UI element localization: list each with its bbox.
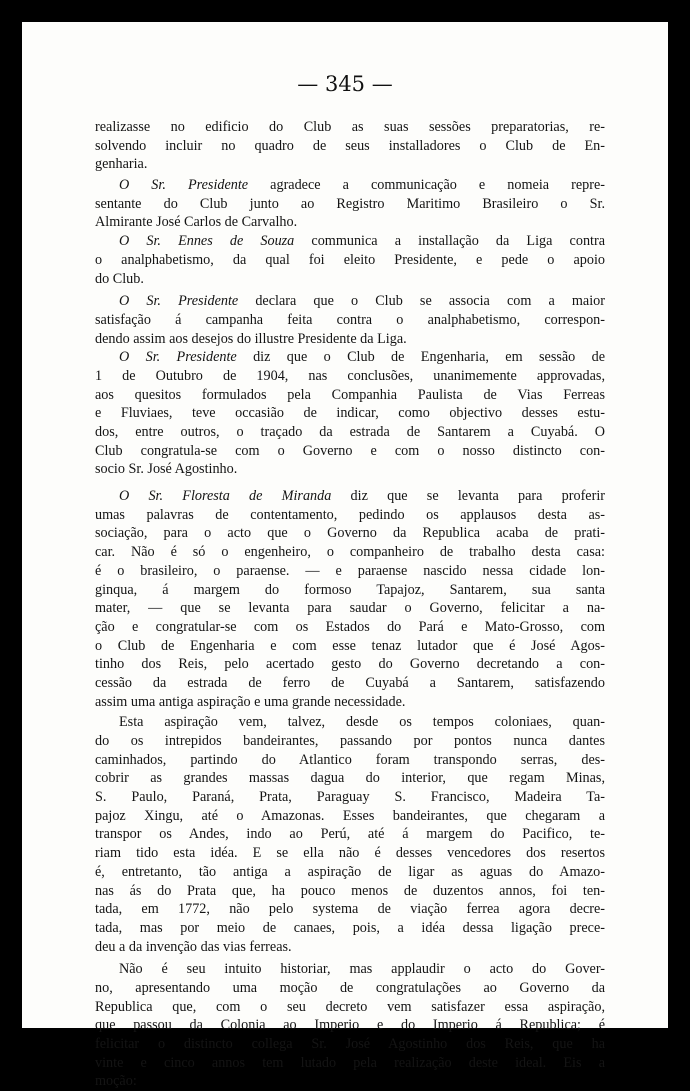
text-line: [95, 769, 605, 788]
line-text: nas ás do Prata que, ha pouco menos de duzentos annos, foi ten-: [95, 882, 605, 899]
line-text: deu a da invenção das vias ferreas.: [95, 938, 292, 955]
text-line: [95, 637, 605, 656]
text-line: [95, 618, 605, 637]
line-text: aos quesitos formulados pela Companhia Paulista de Vias Ferreas: [95, 386, 605, 403]
text-line: [95, 232, 605, 251]
text-line: [95, 348, 605, 367]
text-line: [95, 442, 605, 461]
line-text: do os intrepidos bandeirantes, passando por pontos nunca dantes: [95, 733, 605, 749]
speaker-name: O Sr. Floresta de Miranda: [119, 488, 332, 505]
text-line: [95, 155, 605, 174]
paragraph: [95, 292, 605, 348]
document-page: [22, 22, 668, 1090]
text-line: [95, 979, 605, 998]
line-text: tada, em 1772, não pelo systema de viação ferrea agora decre-: [95, 901, 605, 918]
text-line: [95, 844, 605, 863]
text-line: [95, 118, 605, 137]
line-text: sociação, para o acto que o Governo da Republica acaba de prati-: [95, 525, 605, 542]
text-line: [95, 713, 605, 732]
text-line: [95, 213, 605, 232]
line-text: Republica que, com o seu decreto vem satisfazer essa aspiração,: [95, 998, 605, 1015]
line-text: solvendo incluir no quadro de seus installadores o Club de En-: [95, 137, 605, 154]
line-text: assim uma antiga aspiração e uma grande necessidade.: [95, 693, 406, 710]
text-line: [95, 404, 605, 423]
line-text: genharia.: [95, 156, 148, 173]
line-text: mater, — que se levanta para saudar o Governo, felicitar a na-: [95, 600, 605, 617]
line-text: ginqua, á margem do formoso Tapajoz, Santarem, sua santa: [95, 581, 605, 598]
text-line: [95, 751, 605, 770]
text-line: [95, 460, 605, 479]
text-line: [95, 543, 605, 562]
text-line: [95, 1072, 605, 1091]
line-text: cessão da estrada de ferro de Cuyabá a Santarem, satisfazendo: [95, 674, 605, 691]
line-text: é o brasileiro, o paraense. — e paraense nascido nessa cidade lon-: [95, 562, 605, 579]
line-text: diz que se levanta para proferir: [331, 488, 605, 505]
line-text: declara que o Club se associa com a maior: [238, 293, 605, 310]
text-line: [95, 825, 605, 844]
paragraph: [95, 348, 605, 479]
text-line: [95, 292, 605, 311]
text-line: [95, 998, 605, 1017]
text-line: [95, 562, 605, 581]
line-text: tinho dos Reis, pelo acertado gesto do Governo decretando a con-: [95, 656, 605, 673]
speaker-name: O Sr. Presidente: [119, 293, 239, 310]
line-text: é, entretanto, tão antiga a aspiração de ligar as aguas do Amazo-: [95, 863, 605, 880]
line-text: que passou da Colonia ao Imperio e do Imperio á Republica; é: [95, 1017, 605, 1034]
text-line: [95, 960, 605, 979]
page-number: — 345 —: [297, 72, 393, 96]
text-line: [95, 524, 605, 543]
text-line: [95, 919, 605, 938]
line-text: communica a installação da Liga contra: [294, 233, 605, 250]
line-text: pajoz Xingu, até o Amazonas. Esses bandeirantes, que chegaram a: [95, 807, 605, 824]
line-text: e Fluviaes, teve occasião de indicar, como objectivo desses estu-: [95, 405, 605, 422]
line-text: diz que o Club de Engenharia, em sessão de: [236, 349, 606, 366]
text-line: [95, 386, 605, 405]
line-text: ção e congratular-se com os Estados do Pará e Mato-Grosso, com: [95, 618, 605, 635]
text-line: [95, 1035, 605, 1054]
text-line: [95, 900, 605, 919]
text-line: [95, 270, 605, 289]
line-text: dendo assim aos desejos do illustre Presidente da Liga.: [95, 330, 407, 347]
text-line: [95, 487, 605, 506]
text-line: [95, 788, 605, 807]
line-text: S. Paulo, Paraná, Prata, Paraguay S. Francisco, Madeira Ta-: [95, 789, 605, 806]
line-text: o analphabetismo, da qual foi eleito Presidente, e pede o apoio: [95, 251, 605, 268]
text-line: [95, 581, 605, 600]
text-line: [95, 367, 605, 386]
line-text: vinte e cinco annos tem lutado pela realização deste ideal. Eis a: [95, 1054, 605, 1071]
text-line: [95, 732, 605, 751]
paragraph: [95, 713, 605, 956]
text-line: [95, 195, 605, 214]
text-line: [95, 251, 605, 270]
line-text: o Club de Engenharia e com esse tenaz lutador que é José Agos-: [95, 637, 605, 654]
paragraph: [95, 960, 605, 1091]
line-text: Club congratula-se com o Governo e com o nosso distincto con-: [95, 442, 605, 459]
line-text: no, apresentando uma moção de congratulações ao Governo da: [95, 979, 605, 996]
text-line: [95, 311, 605, 330]
line-text: agradece a communicação e nomeia repre-: [248, 177, 605, 194]
text-line: [95, 674, 605, 693]
text-line: [95, 423, 605, 442]
text-line: [95, 655, 605, 674]
line-text: sentante do Club junto ao Registro Maritimo Brasileiro o Sr.: [95, 195, 605, 212]
paragraph: [95, 232, 605, 288]
text-line: [95, 176, 605, 195]
text-line: [95, 1054, 605, 1073]
line-text: Almirante José Carlos de Carvalho.: [95, 214, 298, 231]
body-text: [95, 118, 605, 1091]
text-line: [95, 882, 605, 901]
text-line: [95, 807, 605, 826]
text-line: [95, 693, 605, 712]
line-text: socio Sr. José Agostinho.: [95, 461, 238, 478]
speaker-name: O Sr. Presidente: [119, 349, 237, 366]
line-text: felicitar o distincto collega Sr. José Agostinho dos Reis, que ha: [95, 1036, 605, 1052]
line-text: car. Não é só o engenheiro, o companheiro de trabalho desta casa:: [95, 544, 605, 561]
text-line: [95, 599, 605, 618]
speaker-name: O Sr. Ennes de Souza: [119, 233, 295, 250]
line-text: umas palavras de contentamento, pedindo os applausos desta as-: [95, 506, 605, 523]
line-text: caminhados, partindo do Atlantico foram transpondo serras, des-: [95, 751, 605, 768]
paragraph: [95, 118, 605, 174]
line-text: satisfação á campanha feita contra o analphabetismo, correspon-: [95, 311, 605, 328]
line-text: riam tido esta idéa. E se ella não é desses vencedores dos resertos: [95, 845, 605, 862]
text-line: [95, 137, 605, 156]
text-line: [95, 938, 605, 957]
text-line: [95, 1016, 605, 1035]
line-text: transpor os Andes, indo ao Perú, até á margem do Pacifico, te-: [95, 826, 605, 843]
line-text: Não é seu intuito historiar, mas applaudir o acto do Gover-: [119, 961, 605, 978]
line-text: moção:: [95, 1073, 137, 1090]
line-text: tada, mas por meio de canaes, pois, a idéa dessa ligação prece-: [95, 919, 605, 936]
speaker-name: O Sr. Presidente: [119, 177, 249, 194]
line-text: do Club.: [95, 270, 144, 287]
line-text: realizasse no edificio do Club as suas sessões preparatorias, re-: [95, 119, 605, 135]
line-text: cobrir as grandes massas dagua do interior, que regam Minas,: [95, 770, 605, 787]
paragraph: [95, 487, 605, 711]
line-text: dos, entre outros, o traçado da estrada de Santarem a Cuyabá. O: [95, 424, 605, 440]
text-line: [95, 506, 605, 525]
paragraph: [95, 176, 605, 232]
text-line: [95, 330, 605, 349]
line-text: Esta aspiração vem, talvez, desde os tempos coloniaes, quan-: [119, 714, 605, 731]
text-line: [95, 863, 605, 882]
line-text: 1 de Outubro de 1904, nas conclusões, unanimemente approvadas,: [95, 367, 605, 384]
